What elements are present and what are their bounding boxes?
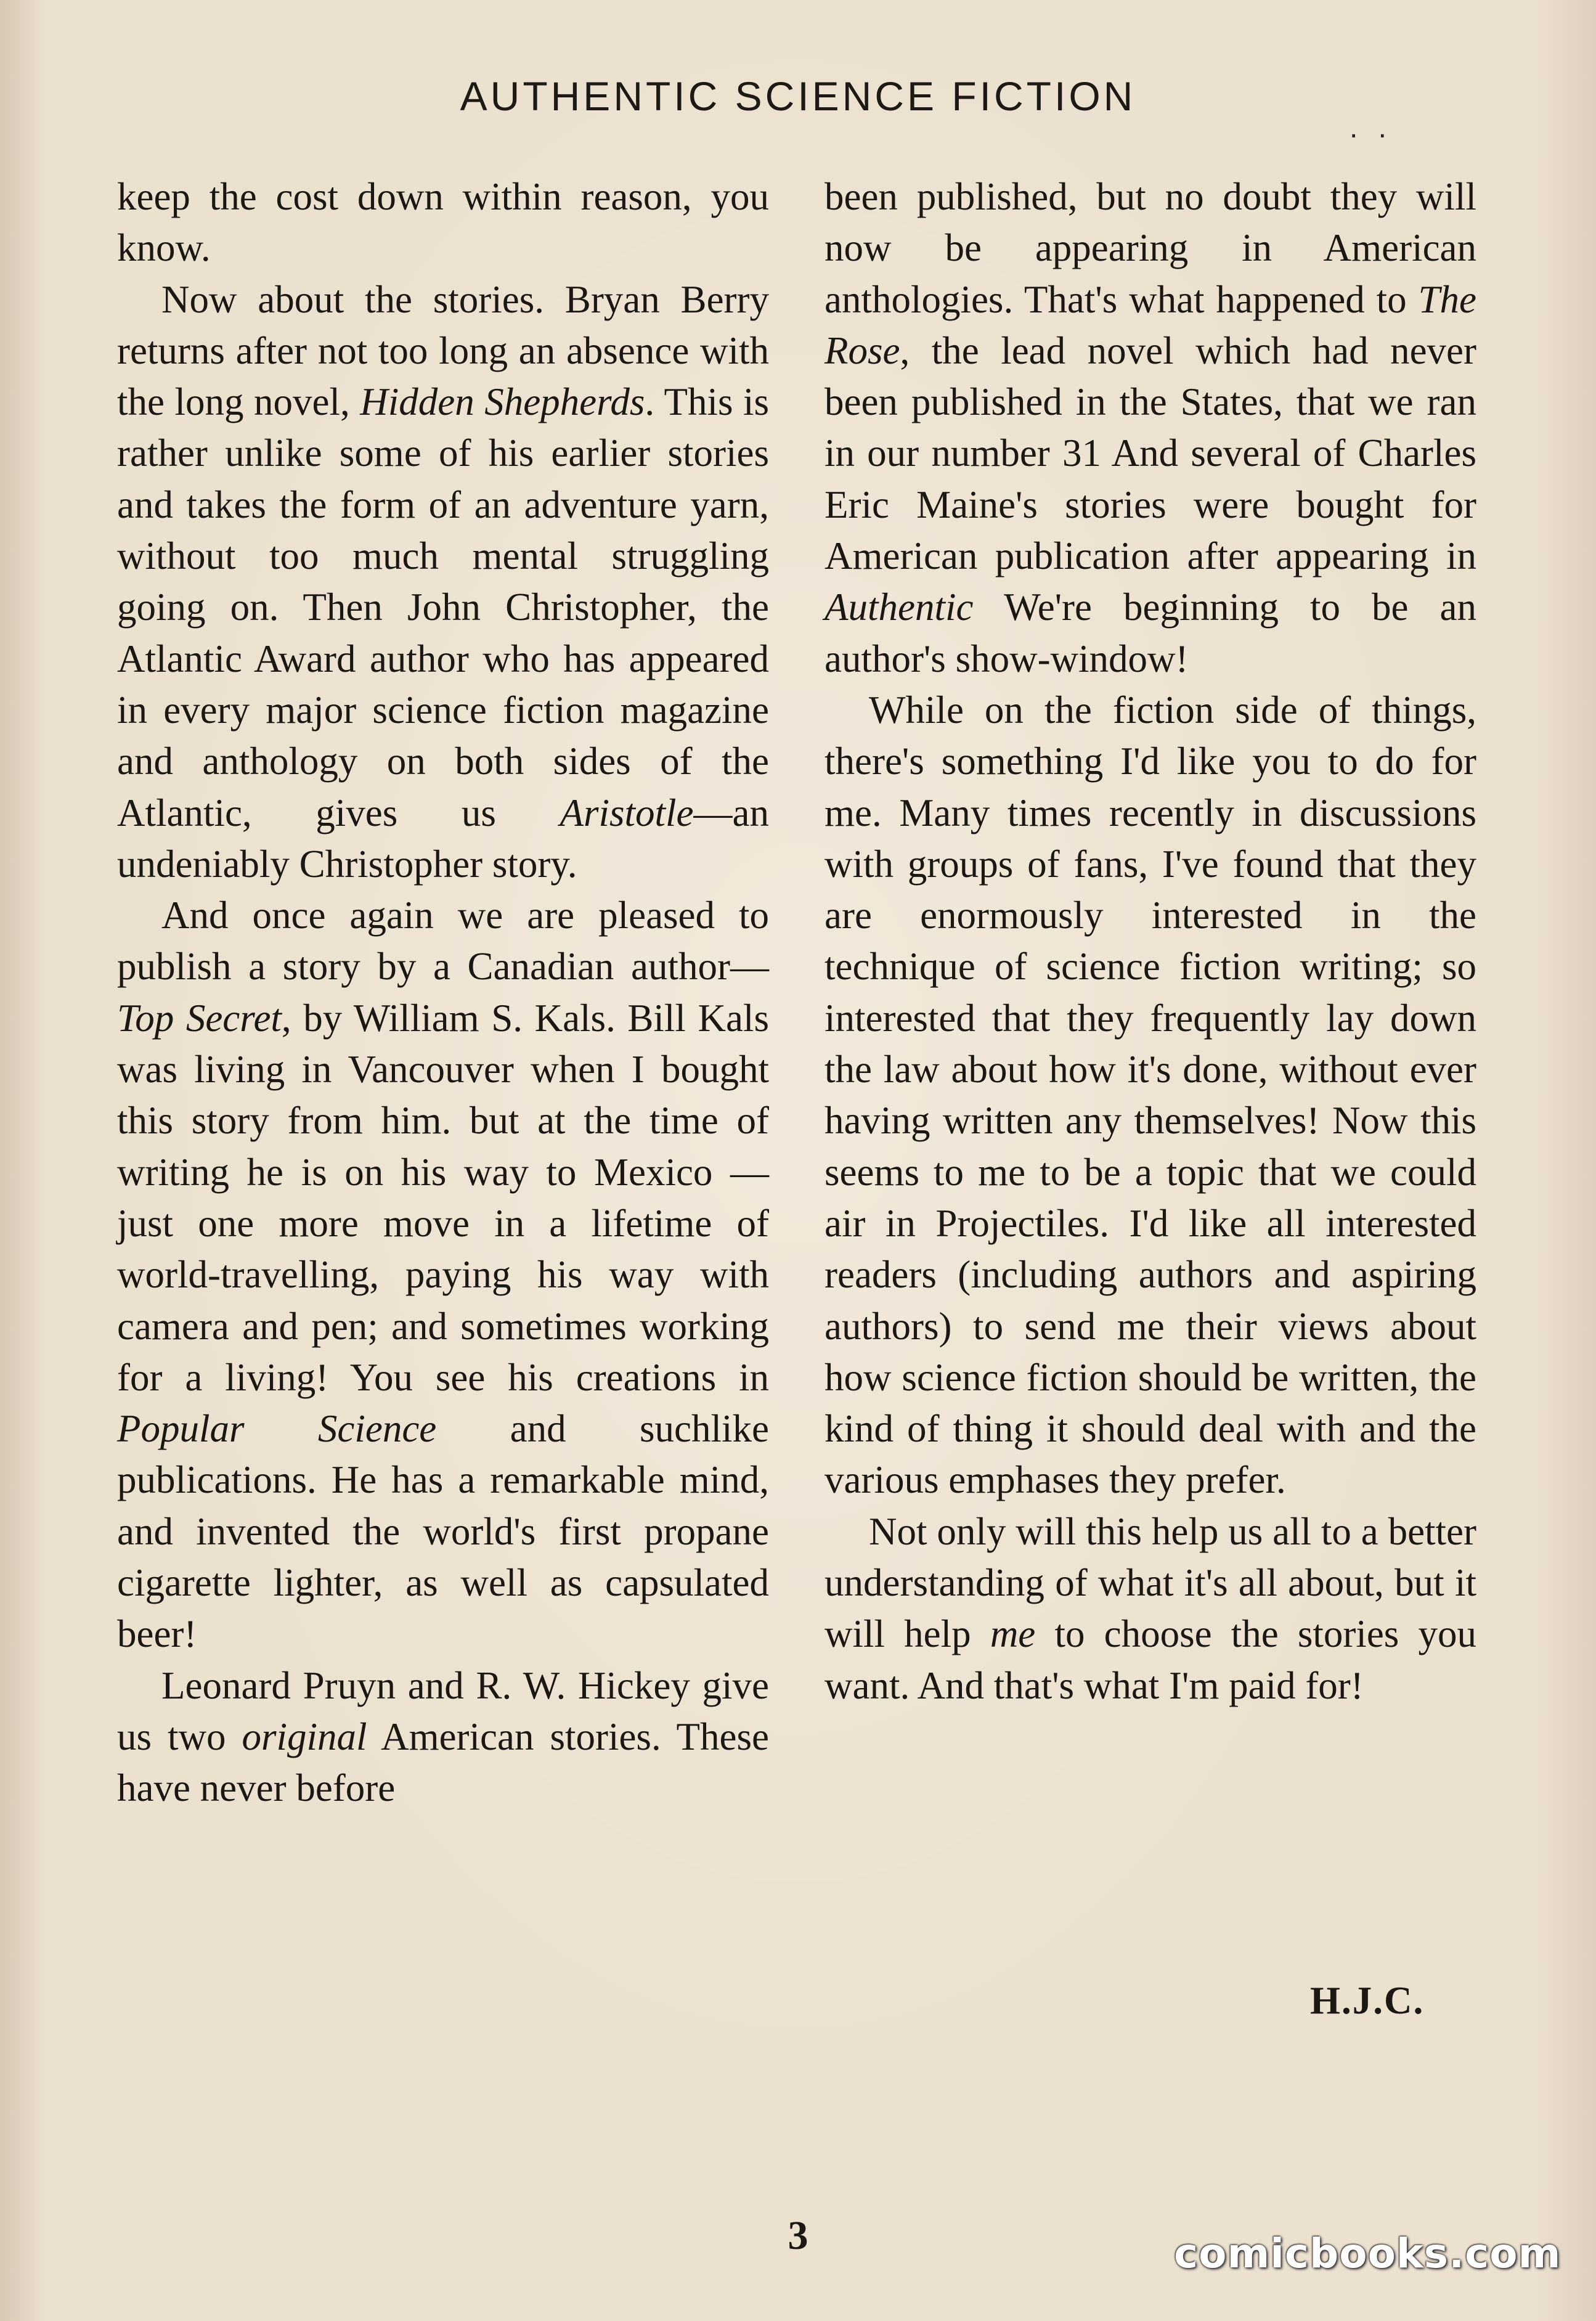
story-title-hidden-shepherds: Hidden Shepherds: [360, 380, 645, 424]
text-run: We're beginning to be an author's show-window!: [824, 585, 1476, 680]
emphasis-me: me: [990, 1612, 1036, 1656]
magazine-title-authentic: Authentic: [824, 585, 974, 629]
text-run: to choose the stories you want. And that's what I'm paid for!: [824, 1612, 1476, 1707]
header-dots: . .: [1350, 112, 1393, 144]
left-column: [117, 171, 769, 1814]
text-run: Not only will this help us all to a better understanding of what it's all about, but it will help: [824, 1509, 1476, 1656]
publication-title-popular-science: Popular Science: [117, 1407, 437, 1451]
site-watermark: comicbooks.com: [1174, 2230, 1561, 2277]
running-title: AUTHENTIC SCIENCE FICTION: [460, 73, 1136, 119]
paragraph-fiction-side: While on the fiction side of things, there's something I'd like you to do for me. Many times recently in discussions with groups of fans, I've found that they are enormously interested in the technique of science fiction writing; so interested that they frequently lay down the law about how it's done, without ever having written any themselves! Now this seems to me to be a topic that we could air in Projectiles. I'd like all interested readers (including authors and aspiring authors) to send me their views about how science fiction should be written, the kind of thing it should deal with and the various emphases they prefer.: [824, 688, 1476, 1502]
paragraph-understanding: [824, 1506, 1476, 1711]
paragraph-kals: [117, 890, 769, 1660]
story-title-the-rose: The Rose: [824, 277, 1476, 372]
story-title-aristotle: Aristotle: [560, 791, 694, 834]
paragraph-cost: keep the cost down within reason, you know.: [117, 175, 769, 270]
right-column: [824, 171, 1476, 1711]
paragraph-stories: [117, 274, 769, 891]
story-title-top-secret: Top Secret: [117, 996, 282, 1040]
editor-signature: H.J.C.: [1310, 1979, 1425, 2022]
text-run: Leonard Pruyn and R. W. Hickey give us two: [117, 1663, 769, 1758]
text-run: been published, but no doubt they will now be appearing in American anthologies. That's what happened to: [824, 175, 1476, 321]
text-run: —an undeniably Christopher story.: [117, 791, 769, 886]
paragraph-pruyn-hickey: [117, 1660, 769, 1814]
text-run: American stories. These have never before: [117, 1715, 769, 1810]
paragraph-published: [824, 171, 1476, 685]
text-run: Now about the stories. Bryan Berry returns after not too long an absence with the long novel,: [117, 277, 769, 424]
text-run: . This is rather unlike some of his earlier stories and takes the form of an adventure yarn, without too much mental struggling going on. Then John Christopher, the Atlantic Award author who has appeared in every major science fiction magazine and anthology on both sides of the Atlantic, gives us: [117, 380, 770, 834]
emphasis-original: original: [242, 1715, 367, 1758]
page-number: 3: [788, 2213, 808, 2258]
text-run: and suchlike publications. He has a remarkable mind, and invented the world's first propane cigarette lighter, as well as capsulated beer!: [117, 1407, 769, 1656]
text-run: And once again we are pleased to publish a story by a Canadian author—: [117, 894, 769, 989]
text-run: , by William S. Kals. Bill Kals was living in Vancouver when I bought this story from him. but at the time of writing he is on his way to Mexico — just one more move in a lifetime of world-travelling, paying his way with camera and pen; and sometimes working for a living! You see his creations in: [117, 996, 770, 1399]
text-run: , the lead novel which had never been published in the States, that we ran in our number 31 And several of Charles Eric Maine's stories were bought for American publication after appearing in: [824, 328, 1476, 578]
